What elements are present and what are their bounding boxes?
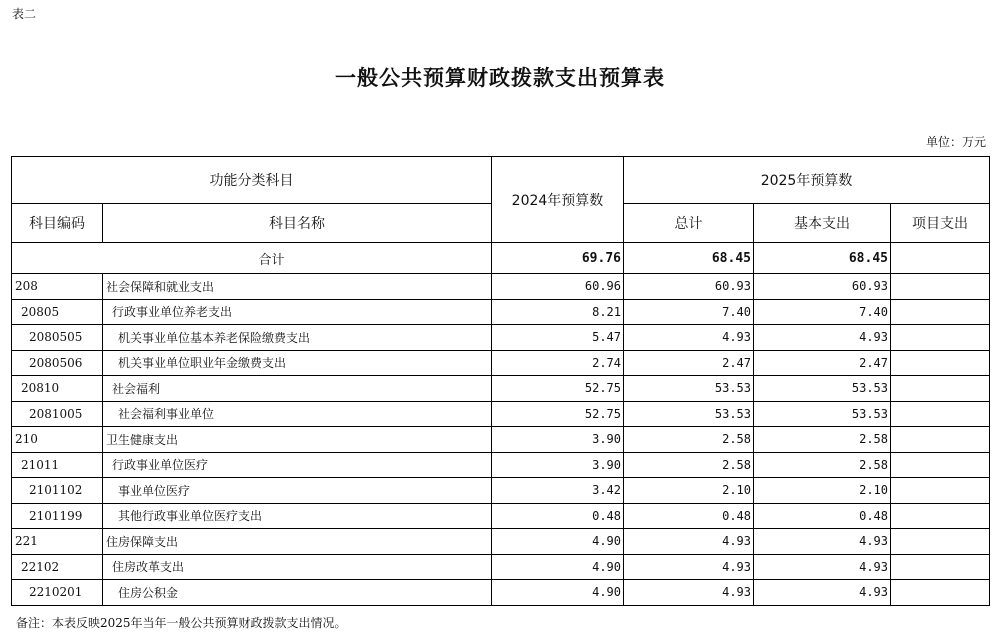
- prev-value: 60.96: [492, 274, 624, 300]
- project-value: [891, 299, 990, 325]
- unit-label: 单位：万元: [925, 135, 986, 149]
- project-value: [891, 350, 990, 376]
- header-subject-code: 科目编码: [12, 204, 103, 243]
- total-value: 53.53: [624, 376, 754, 402]
- project-value: [891, 554, 990, 580]
- project-value: [891, 452, 990, 478]
- subject-code: 2080505: [12, 325, 103, 351]
- subject-name: 住房保障支出: [103, 529, 492, 555]
- header-basic-expenditure: 基本支出: [754, 204, 891, 243]
- prev-value: 3.42: [492, 478, 624, 504]
- header-function-category: 功能分类科目: [12, 157, 492, 204]
- subject-name: 社会福利: [103, 376, 492, 402]
- basic-value: 0.48: [754, 503, 891, 529]
- project-value: [891, 427, 990, 453]
- prev-value: 3.90: [492, 427, 624, 453]
- project-value: [891, 401, 990, 427]
- total-prev: 69.76: [492, 243, 624, 274]
- subject-name: 机关事业单位基本养老保险缴费支出: [103, 325, 492, 351]
- subject-code: 210: [12, 427, 103, 453]
- total-value: 60.93: [624, 274, 754, 300]
- prev-value: 52.75: [492, 376, 624, 402]
- total-value: 4.93: [624, 529, 754, 555]
- project-value: [891, 376, 990, 402]
- total-value: 2.10: [624, 478, 754, 504]
- total-value: 53.53: [624, 401, 754, 427]
- total-value: 2.58: [624, 427, 754, 453]
- prev-value: 3.90: [492, 452, 624, 478]
- table-row: [12, 401, 990, 427]
- table-row: [12, 376, 990, 402]
- budget-table: [11, 156, 990, 606]
- header-subject-name: 科目名称: [103, 204, 492, 243]
- total-basic: 68.45: [754, 243, 891, 274]
- prev-value: 4.90: [492, 529, 624, 555]
- basic-value: 53.53: [754, 376, 891, 402]
- project-value: [891, 274, 990, 300]
- total-value: 0.48: [624, 503, 754, 529]
- project-value: [891, 325, 990, 351]
- subject-name: 社会保障和就业支出: [103, 274, 492, 300]
- subject-name: 行政事业单位医疗: [103, 452, 492, 478]
- total-value: 4.93: [624, 554, 754, 580]
- footnote: 备注：本表反映2025年当年一般公共预算财政拨款支出情况。: [16, 616, 347, 630]
- subject-name: 机关事业单位职业年金缴费支出: [103, 350, 492, 376]
- total-value: 4.93: [624, 325, 754, 351]
- subject-code: 22102: [12, 554, 103, 580]
- subject-code: 2101102: [12, 478, 103, 504]
- basic-value: 2.10: [754, 478, 891, 504]
- table-row: [12, 452, 990, 478]
- basic-value: 53.53: [754, 401, 891, 427]
- subject-name: 住房改革支出: [103, 554, 492, 580]
- prev-value: 4.90: [492, 554, 624, 580]
- basic-value: 4.93: [754, 554, 891, 580]
- table-row: [12, 580, 990, 606]
- total-value: 2.58: [624, 452, 754, 478]
- basic-value: 60.93: [754, 274, 891, 300]
- header-total: 总计: [624, 204, 754, 243]
- subject-name: 行政事业单位养老支出: [103, 299, 492, 325]
- subject-code: 221: [12, 529, 103, 555]
- total-value: 2.47: [624, 350, 754, 376]
- basic-value: 2.58: [754, 452, 891, 478]
- subject-code: 20805: [12, 299, 103, 325]
- table-row: [12, 427, 990, 453]
- subject-name: 其他行政事业单位医疗支出: [103, 503, 492, 529]
- subject-name: 社会福利事业单位: [103, 401, 492, 427]
- table-row: [12, 554, 990, 580]
- subject-name: 住房公积金: [103, 580, 492, 606]
- table-row: [12, 350, 990, 376]
- total-value: 4.93: [624, 580, 754, 606]
- basic-value: 4.93: [754, 580, 891, 606]
- project-value: [891, 478, 990, 504]
- subject-name: 卫生健康支出: [103, 427, 492, 453]
- subject-code: 2101199: [12, 503, 103, 529]
- basic-value: 2.47: [754, 350, 891, 376]
- prev-value: 52.75: [492, 401, 624, 427]
- total-sum: 68.45: [624, 243, 754, 274]
- project-value: [891, 580, 990, 606]
- subject-code: 2081005: [12, 401, 103, 427]
- basic-value: 4.93: [754, 529, 891, 555]
- table-row: [12, 299, 990, 325]
- subject-code: 21011: [12, 452, 103, 478]
- table-row: [12, 529, 990, 555]
- project-value: [891, 503, 990, 529]
- prev-value: 5.47: [492, 325, 624, 351]
- header-project-expenditure: 项目支出: [891, 204, 990, 243]
- subject-code: 20810: [12, 376, 103, 402]
- total-row: [12, 243, 990, 274]
- table-number-label: 表二: [12, 7, 37, 21]
- subject-name: 事业单位医疗: [103, 478, 492, 504]
- table-row: [12, 503, 990, 529]
- project-value: [891, 529, 990, 555]
- subject-code: 2210201: [12, 580, 103, 606]
- prev-value: 4.90: [492, 580, 624, 606]
- basic-value: 2.58: [754, 427, 891, 453]
- subject-code: 208: [12, 274, 103, 300]
- table-row: [12, 478, 990, 504]
- header-2025-budget: 2025年预算数: [624, 157, 990, 204]
- total-project: [891, 243, 990, 274]
- prev-value: 2.74: [492, 350, 624, 376]
- header-row-top: [12, 157, 990, 204]
- basic-value: 7.40: [754, 299, 891, 325]
- table-row: [12, 325, 990, 351]
- total-label: 合计: [12, 243, 492, 274]
- prev-value: 8.21: [492, 299, 624, 325]
- total-value: 7.40: [624, 299, 754, 325]
- prev-value: 0.48: [492, 503, 624, 529]
- basic-value: 4.93: [754, 325, 891, 351]
- document-title: 一般公共预算财政拨款支出预算表: [335, 65, 665, 90]
- table-row: [12, 274, 990, 300]
- header-2024-budget: 2024年预算数: [492, 157, 624, 243]
- subject-code: 2080506: [12, 350, 103, 376]
